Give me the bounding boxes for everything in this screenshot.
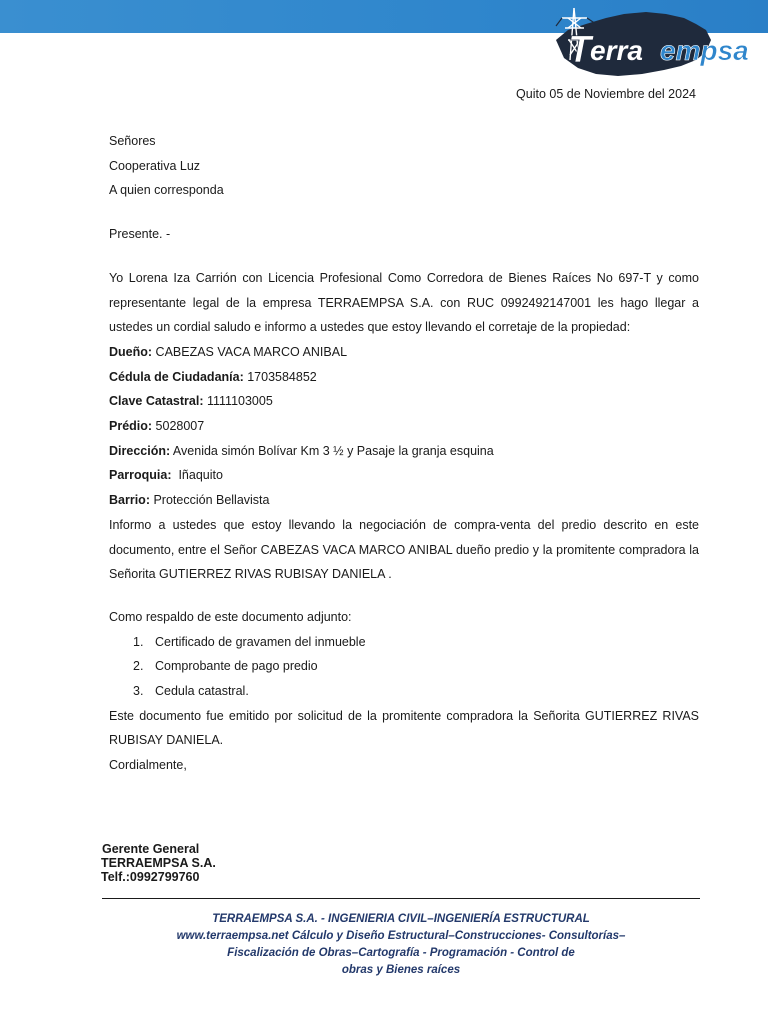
- field-label: Dirección:: [109, 443, 171, 458]
- list-number: 2.: [133, 659, 144, 674]
- footer-line-2: www.terraempsa.net Cálculo y Diseño Estructural–Construcciones- Consultorías–: [176, 930, 626, 942]
- footer-line-1: TERRAEMPSA S.A. - INGENIERIA CIVIL–INGENIERÍA ESTRUCTURAL: [212, 913, 590, 925]
- footer-line-4: obras y Bienes raíces: [341, 964, 461, 976]
- list-item-text: Comprobante de pago predio: [155, 659, 318, 674]
- field-label: Dueño:: [109, 344, 153, 359]
- logo-text-empsa: empsa: [660, 35, 749, 66]
- list-item-text: Cedula catastral.: [155, 684, 249, 699]
- field-value: 5028007: [152, 419, 205, 434]
- field-label: Barrio:: [109, 493, 150, 508]
- logo-letter-t: T: [568, 29, 592, 71]
- company-logo: [546, 0, 768, 84]
- list-number: 3.: [133, 684, 144, 699]
- letter-body: [109, 129, 699, 778]
- field-value: Protección Bellavista: [149, 493, 270, 508]
- field-property: [109, 414, 699, 439]
- field-owner: [109, 340, 699, 365]
- greeting-line-2: Cooperativa Luz: [109, 158, 201, 173]
- greeting-line-3: A quien corresponda: [109, 183, 224, 198]
- field-address: [109, 439, 699, 464]
- signature-company: TERRAEMPSA S.A.: [101, 856, 216, 870]
- attachments-intro: Como respaldo de este documento adjunto:: [109, 609, 352, 624]
- field-value: Iñaquito: [171, 468, 223, 483]
- list-number: 1.: [133, 634, 144, 649]
- closing-line: Cordialmente,: [109, 758, 187, 773]
- field-label: Cédula de Ciudadanía:: [109, 369, 244, 384]
- list-item: [133, 679, 699, 704]
- footer-divider: [102, 898, 700, 899]
- field-label: Clave Catastral:: [109, 394, 204, 409]
- signature-title: Gerente General: [102, 842, 200, 856]
- field-id-card: [109, 365, 699, 390]
- logo-text-erra: erra: [590, 35, 643, 66]
- field-value: 1111103005: [203, 394, 273, 409]
- signature-block: [101, 842, 216, 884]
- list-item: [133, 654, 699, 679]
- field-value: 1703584852: [243, 369, 317, 384]
- presente-line: Presente. -: [109, 227, 171, 242]
- issued-paragraph: Este documento fue emitido por solicitud de la promitente compradora la Señorita GUTIERREZ RIVAS RUBISAY DANIELA.: [109, 708, 699, 748]
- footer: [102, 911, 700, 979]
- list-item-text: Certificado de gravamen del inmueble: [155, 634, 366, 649]
- field-label: Prédio:: [109, 419, 153, 434]
- field-value: Avenida simón Bolívar Km 3 ½ y Pasaje la granja esquina: [170, 443, 494, 458]
- field-parish: [109, 463, 699, 488]
- intro-paragraph: Yo Lorena Iza Carrión con Licencia Profesional Como Corredora de Bienes Raíces No 697-T y como representante legal de la empresa TERRAEMPSA S.A. con RUC 0992492147001 les hago llegar a ustedes un cordial saludo e informo a ustedes que estoy llevando el corretaje de la propiedad:: [109, 270, 699, 335]
- greeting-line-1: Señores: [109, 134, 156, 148]
- list-item: [133, 630, 699, 655]
- field-cadastral-key: [109, 389, 699, 414]
- field-label: Parroquia:: [109, 468, 172, 483]
- attachments-list: [109, 630, 699, 704]
- negotiation-paragraph: Informo a ustedes que estoy llevando la negociación de compra-venta del predio descrito en este documento, entre el Señor CABEZAS VACA MARCO ANIBAL dueño predio y la promitente compradora la Señorita GUTIERREZ RIVAS RUBISAY DANIELA .: [109, 517, 699, 582]
- field-value: CABEZAS VACA MARCO ANIBAL: [152, 344, 348, 359]
- letter-date: Quito 05 de Noviembre del 2024: [516, 87, 696, 101]
- field-neighborhood: [109, 488, 699, 513]
- footer-line-3: Fiscalización de Obras–Cartografía - Programación - Control de: [227, 947, 575, 959]
- signature-phone: Telf.:0992799760: [101, 870, 200, 884]
